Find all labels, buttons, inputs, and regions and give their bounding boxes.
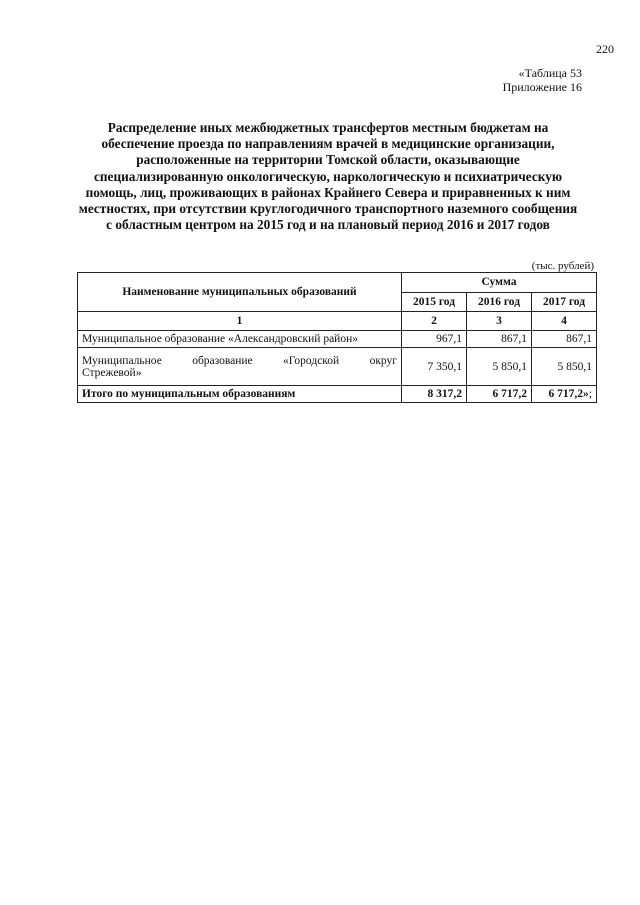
row-name: Муниципальное образование «Александровский район»: [78, 331, 402, 348]
row-value-2015: 7 350,1: [402, 348, 467, 386]
table-row: [78, 348, 597, 386]
transfers-table: [77, 272, 597, 403]
header-year-2016: 2016 год: [467, 292, 532, 312]
column-number-1: 1: [78, 312, 402, 331]
row-value-2017: 867,1: [532, 331, 597, 348]
document-title: Распределение иных межбюджетных трансфертов местным бюджетам на обеспечение проезда по направлениям врачей в медицинские организации, расположенные на территории Томской области, оказывающие специализированную онкологическую, наркологическую и психиатрическую помощь, лиц, проживающих в районах Крайнего Севера и приравненных к ним местностях, при отсутствии круглогодичного транспортного наземного сообщения с областным центром на 2015 год и на плановый период 2016 и 2017 годов: [78, 120, 578, 233]
row-value-2016: 5 850,1: [467, 348, 532, 386]
row-name-word: округ: [369, 354, 397, 367]
row-name-line-1: [82, 355, 397, 367]
total-value-2015: 8 317,2: [402, 386, 467, 403]
row-value-2017: 5 850,1: [532, 348, 597, 386]
row-name-word: «Городской: [283, 354, 340, 367]
table-ref-label: «Таблица 53: [518, 66, 582, 80]
column-number-row: [78, 312, 597, 331]
column-number-3: 3: [467, 312, 532, 331]
column-number-2: 2: [402, 312, 467, 331]
table-header-row: [78, 273, 597, 293]
page-number: 220: [596, 42, 614, 56]
header-year-2015: 2015 год: [402, 292, 467, 312]
units-label: (тыс. рублей): [531, 260, 594, 272]
total-name: Итого по муниципальным образованиям: [78, 386, 402, 403]
table-reference: [503, 66, 582, 94]
row-name: [78, 348, 402, 386]
header-sum: Сумма: [402, 273, 597, 293]
row-value-2015: 967,1: [402, 331, 467, 348]
row-value-2016: 867,1: [467, 331, 532, 348]
total-tail-punct: ;: [588, 388, 592, 400]
total-value-2017: [532, 386, 597, 403]
header-name: Наименование муниципальных образований: [78, 273, 402, 312]
table-total-row: [78, 386, 597, 403]
header-year-2017: 2017 год: [532, 292, 597, 312]
total-value-2016: 6 717,2: [467, 386, 532, 403]
table-row: [78, 331, 597, 348]
row-name-word: образование: [192, 354, 253, 367]
appendix-ref-label: Приложение 16: [502, 80, 582, 94]
column-number-4: 4: [532, 312, 597, 331]
row-name-line-2: Стрежевой»: [82, 366, 142, 379]
total-value-2017-number: 6 717,2»: [548, 388, 589, 400]
row-name-word: Муниципальное: [82, 354, 162, 367]
